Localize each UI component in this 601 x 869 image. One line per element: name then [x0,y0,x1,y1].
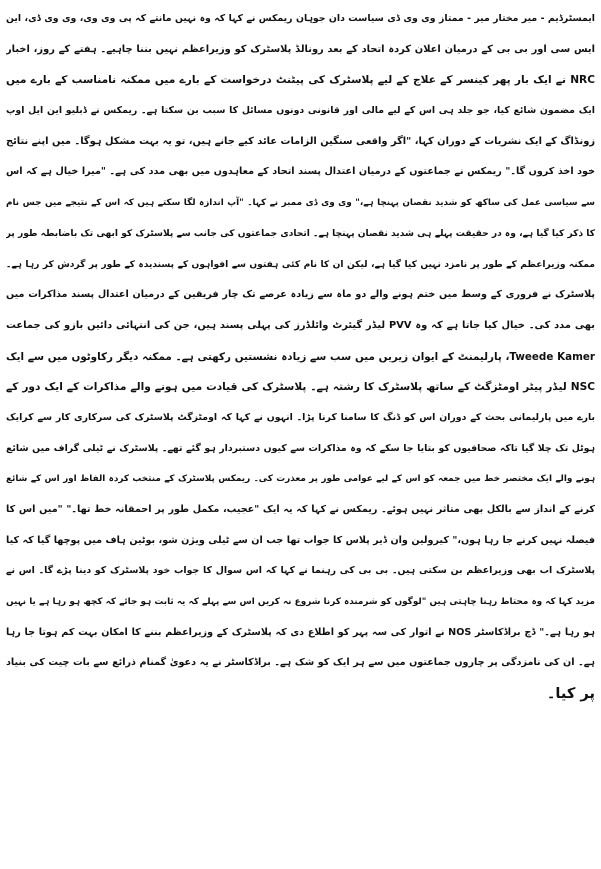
article-line: ہو رہا ہے۔" ڈچ براڈکاسٹر NOS نے اتوار کی سہ پہر کو اطلاع دی کہ پلاسٹرک کے وزیراعظم بننے کا امکان بہت کم ہوتا جا رہا [6,626,595,638]
article-line: NSC لیڈر پیٹر اومٹزگٹ کے ساتھ پلاسٹرک کا رشتہ ہے۔ پلاسٹرک کی قیادت میں ہونے والے مذاکرات کے ایک دور کے [6,381,595,394]
article-line: Tweede Kamer، پارلیمنٹ کے ایوان زیریں میں سب سے زیادہ نشستیں رکھتی ہے۔ ممکنہ دیگر رکاوٹوں میں سے ایک [6,350,595,363]
article-line: ایس سی اور بی بی کے درمیان اعلان کردہ اتحاد کے بعد رونالڈ پلاسٹرک کو وزیراعظم نہیں بننا چاہیے۔ ہفتے کے روز، اخبار [6,43,595,55]
article-line: مزید کہا کہ وہ محتاط رہنا چاہتی ہیں "لوگوں کو شرمندہ کرنا شروع نہ کریں اس سے پہلے کہ یہ ثابت ہو جائے کہ کچھ ہو رہا ہے یا نہیں [6,597,595,608]
article-line: کا ذکر کیا گیا ہے، وہ در حقیقت پہلے ہی شدید نقصان پہنچا ہے۔ اتحادی جماعتوں کی جانب سے پلاسٹرک کو ابھی تک باضابطہ طور پر [6,228,595,239]
article-line: پلاسٹرک اب بھی وزیراعظم بن سکتی ہیں۔ بی بی کی رہنما نے کہا کہ اس سوال کا جواب خود پلاسٹرک کو دینا پڑے گا۔ اس نے [6,565,595,577]
article-line: NRC نے ایک بار پھر کینسر کے علاج کے لیے پلاسٹرک کی پیٹنٹ درخواست کے بارے میں ممکنہ نامناسب کے بارے میں [6,74,595,87]
article-line: ہونے والے ایک مختصر خط میں جمعہ کو اس کے لیے عوامی طور پر معذرت کی۔ ریمکس پلاسٹرک کے منتخب کردہ الفاظ اور اس کے شائع [6,474,595,485]
article-line: ہوٹل تک چلا گیا تاکہ صحافیوں کو بتایا جا سکے کہ وہ مذاکرات سے کیوں دستبردار ہو گئے تھے۔ پلاسٹرک نے ٹیلی گراف میں شائع [6,442,595,454]
article-line: زونڈاگ کے ایک نشریات کے دوران کہا، "اگر واقعی سنگین الزامات عائد کیے جانے ہیں، تو یہ بہت مشکل ہوگا۔ میں اپنے نتائج [6,135,595,147]
article-line: بھی مدد کی۔ خیال کیا جاتا ہے کہ وہ PVV لیڈر گیئرٹ وائلڈرز کی پہلی پسند ہیں، جن کی انتہائی دائیں بازو کی جماعت [6,319,595,331]
article-line: فیصلہ نہیں کرنے جا رہا ہوں،" کیرولین وان ڈیر پلاس کا جواب تھا جب ان سے ٹیلی ویژن شو، بوٹین ہاف میں پوچھا گیا کہ کیا [6,534,595,546]
article-line: پر کیا۔ [546,685,595,703]
article-line: ہے۔ ان کی نامزدگی پر چاروں جماعتوں میں سے ہر ایک کو شک ہے۔ براڈکاسٹر نے یہ دعویٰ گمنام ذرائع سے بات چیت کی بنیاد [6,657,595,669]
article-line: ممکنہ وزیراعظم کے طور پر نامزد نہیں کیا گیا ہے، لیکن ان کا نام کئی ہفتوں سے افواہوں کے پسندیدہ کے طور پر گردش کر رہا ہے۔ [6,259,595,270]
article-body [6,4,595,865]
article-line: سے سیاسی عمل کی ساکھ کو شدید نقصان پہنچا ہے،" وی وی ڈی ممبر نے کہا۔ "آپ اندازہ لگا سکتے ہیں کہ اس کے نتیجے میں جس نام [6,198,595,209]
article-line: ایمسٹرڈیم - میر مختار میر - ممتاز وی وی ڈی سیاست دان جوہان ریمکس نے کہا کہ وہ نہیں مانتے کہ پی وی وی، وی وی ڈی، این [6,13,595,24]
article-line: کرنے کے انداز سے بالکل بھی متاثر نہیں ہوئے۔ ریمکس نے کہا کہ یہ ایک "عجیب، مکمل طور پر احمقانہ خط تھا۔" "میں اس کا [6,504,595,515]
article-line: خود اخذ کروں گا۔" ریمکس نے جماعتوں کے درمیان اعتدال پسند اتحاد کے معاہدوں میں بھی مدد کی ہے۔ "میرا خیال ہے کہ اس [6,166,595,178]
article-line: پلاسٹرک نے فروری کے وسط میں ختم ہونے والے دو ماہ سے زیادہ عرصے تک چار فریقین کے درمیان اعتدال پسند مذاکرات میں [6,289,595,301]
article-line: ایک مضمون شائع کیا، جو جلد ہی اس کے لیے مالی اور قانونی دونوں مسائل کا سبب بن سکتا ہے۔ ریمکس نے ڈبلیو این ایل اوپ [6,105,595,117]
article-line: بارے میں پارلیمانی بحث کے دوران اس کو ڈنگ کا سامنا کرنا پڑا۔ انہوں نے کہا کہ اومٹزگٹ پلاسٹرک کی سرکاری کار سے کرایک [6,411,595,423]
